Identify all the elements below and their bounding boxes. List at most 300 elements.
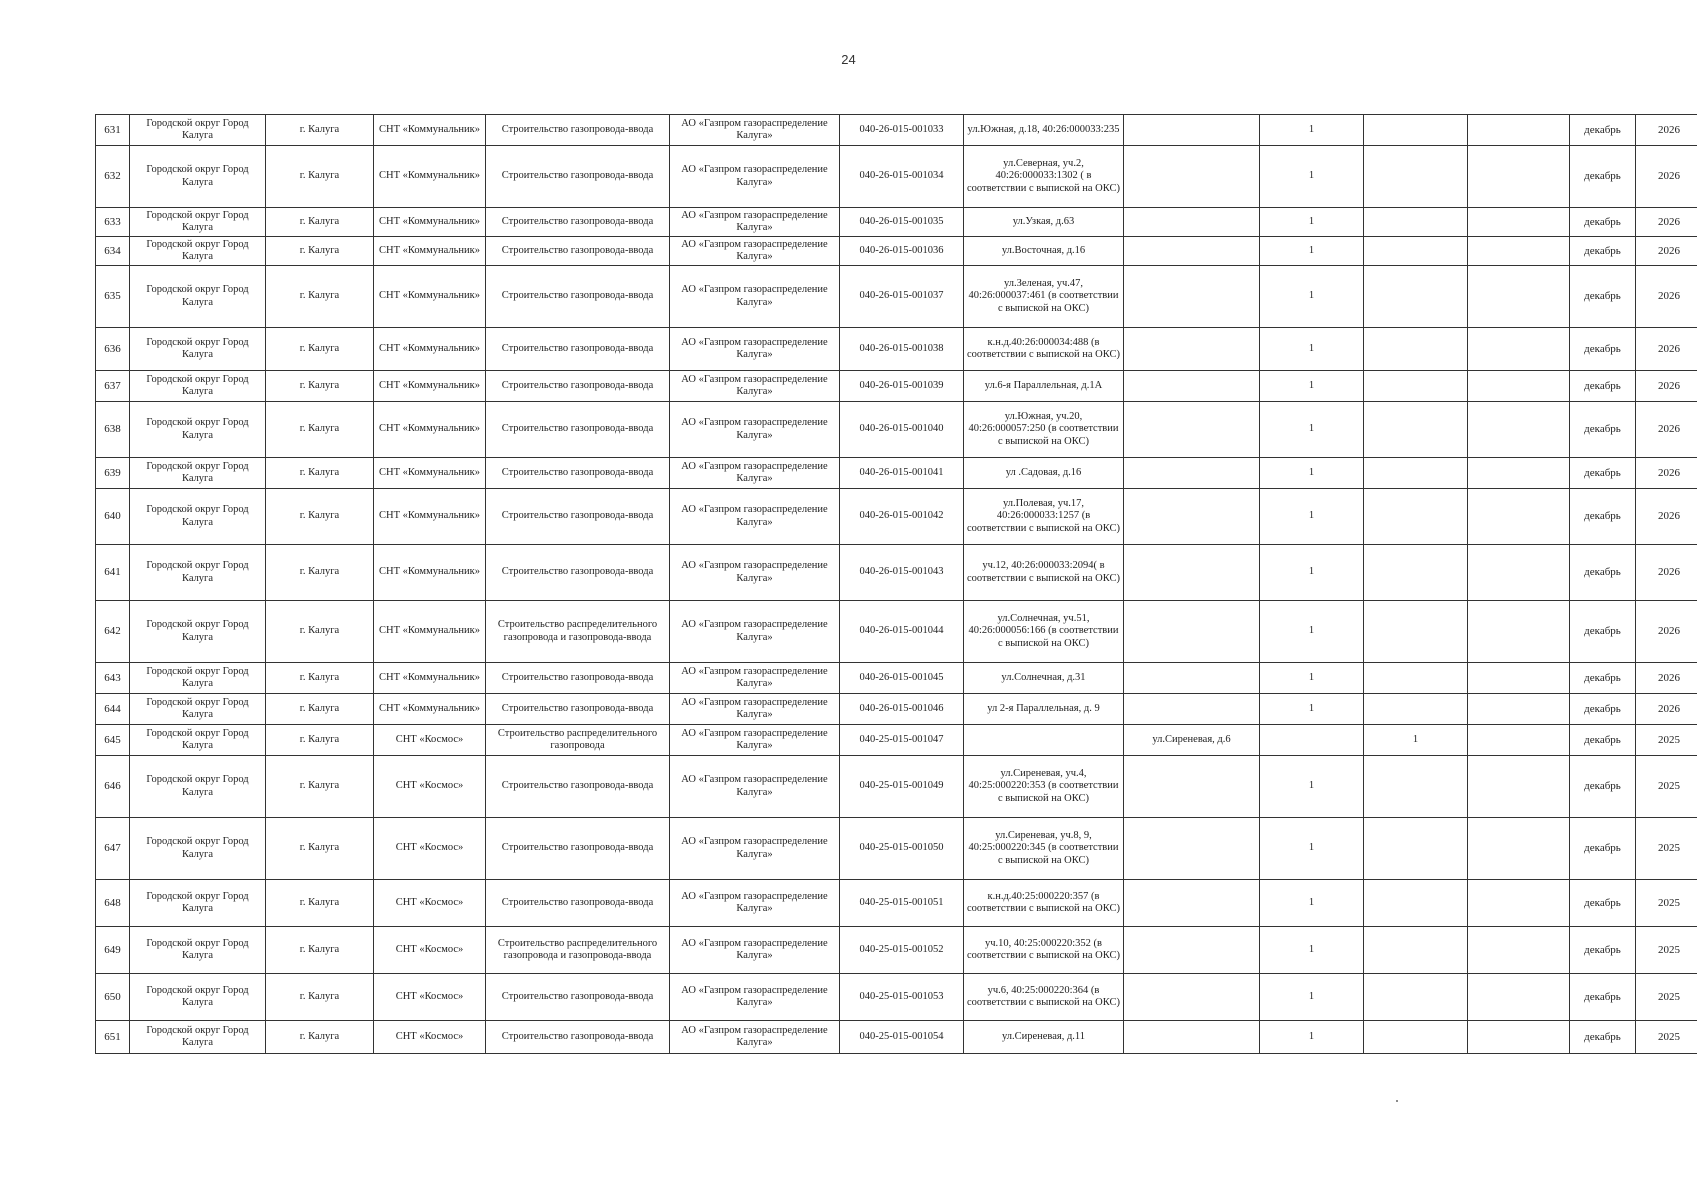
cell-address: к.н.д.40:26:000034:488 (в соответствии с выпиской на ОКС) (964, 328, 1124, 371)
cell-settlement: г. Калуга (266, 927, 374, 974)
cell-col10: 1 (1260, 115, 1364, 146)
table-row (96, 545, 1697, 601)
cell-col10: 1 (1260, 146, 1364, 208)
cell-col10 (1260, 725, 1364, 756)
cell-settlement: г. Калуга (266, 1021, 374, 1054)
cell-col11 (1364, 601, 1468, 663)
cell-col9 (1124, 115, 1260, 146)
cell-district: Городской округ Город Калуга (130, 663, 266, 694)
cell-col12 (1468, 208, 1570, 237)
cell-year: 2026 (1636, 146, 1697, 208)
cell-address: ул.Солнечная, д.31 (964, 663, 1124, 694)
cell-year: 2026 (1636, 266, 1697, 328)
table-row (96, 601, 1697, 663)
cell-org: АО «Газпром газораспределение Калуга» (670, 328, 840, 371)
cell-work: Строительство газопровода-ввода (486, 402, 670, 458)
cell-org: АО «Газпром газораспределение Калуга» (670, 489, 840, 545)
cell-col12 (1468, 371, 1570, 402)
cell-num: 642 (96, 601, 130, 663)
cell-year: 2026 (1636, 402, 1697, 458)
cell-settlement: г. Калуга (266, 266, 374, 328)
cell-work: Строительство газопровода-ввода (486, 1021, 670, 1054)
cell-work: Строительство газопровода-ввода (486, 237, 670, 266)
cell-address: ул.Сиреневая, д.11 (964, 1021, 1124, 1054)
cell-col12 (1468, 545, 1570, 601)
cell-district: Городской округ Город Калуга (130, 974, 266, 1021)
cell-year: 2026 (1636, 663, 1697, 694)
cell-year: 2026 (1636, 545, 1697, 601)
cell-snt: СНТ «Коммунальник» (374, 694, 486, 725)
cell-settlement: г. Калуга (266, 545, 374, 601)
cell-org: АО «Газпром газораспределение Калуга» (670, 1021, 840, 1054)
cell-year: 2025 (1636, 725, 1697, 756)
cell-work: Строительство газопровода-ввода (486, 663, 670, 694)
cell-col9 (1124, 974, 1260, 1021)
cell-year: 2026 (1636, 115, 1697, 146)
cell-month: декабрь (1570, 146, 1636, 208)
table-row (96, 974, 1697, 1021)
cell-district: Городской округ Город Калуга (130, 927, 266, 974)
cell-col10: 1 (1260, 880, 1364, 927)
cell-col11 (1364, 371, 1468, 402)
cell-num: 643 (96, 663, 130, 694)
cell-col9 (1124, 237, 1260, 266)
cell-col10: 1 (1260, 694, 1364, 725)
cell-settlement: г. Калуга (266, 328, 374, 371)
table-row (96, 208, 1697, 237)
cell-snt: СНТ «Коммунальник» (374, 371, 486, 402)
cell-address: уч.6, 40:25:000220:364 (в соответствии с выпиской на ОКС) (964, 974, 1124, 1021)
cell-col10: 1 (1260, 1021, 1364, 1054)
cell-work: Строительство газопровода-ввода (486, 756, 670, 818)
cell-num: 636 (96, 328, 130, 371)
cell-col11 (1364, 115, 1468, 146)
cell-year: 2026 (1636, 328, 1697, 371)
cell-org: АО «Газпром газораспределение Калуга» (670, 818, 840, 880)
cell-num: 632 (96, 146, 130, 208)
cell-org: АО «Газпром газораспределение Калуга» (670, 756, 840, 818)
cell-year: 2025 (1636, 880, 1697, 927)
cell-col11 (1364, 328, 1468, 371)
cell-col10: 1 (1260, 489, 1364, 545)
cell-month: декабрь (1570, 974, 1636, 1021)
cell-code: 040-26-015-001045 (840, 663, 964, 694)
cell-num: 637 (96, 371, 130, 402)
cell-code: 040-26-015-001040 (840, 402, 964, 458)
cell-settlement: г. Калуга (266, 146, 374, 208)
cell-org: АО «Газпром газораспределение Калуга» (670, 371, 840, 402)
cell-col11 (1364, 458, 1468, 489)
table-row (96, 694, 1697, 725)
cell-snt: СНТ «Коммунальник» (374, 208, 486, 237)
cell-col10: 1 (1260, 237, 1364, 266)
cell-snt: СНТ «Коммунальник» (374, 663, 486, 694)
cell-col10: 1 (1260, 601, 1364, 663)
cell-month: декабрь (1570, 208, 1636, 237)
cell-district: Городской округ Город Калуга (130, 756, 266, 818)
cell-work: Строительство газопровода-ввода (486, 208, 670, 237)
cell-month: декабрь (1570, 266, 1636, 328)
cell-org: АО «Газпром газораспределение Калуга» (670, 402, 840, 458)
cell-code: 040-26-015-001044 (840, 601, 964, 663)
cell-col10: 1 (1260, 927, 1364, 974)
table-row (96, 880, 1697, 927)
cell-org: АО «Газпром газораспределение Калуга» (670, 208, 840, 237)
cell-col10: 1 (1260, 402, 1364, 458)
cell-code: 040-26-015-001041 (840, 458, 964, 489)
cell-snt: СНТ «Космос» (374, 974, 486, 1021)
cell-address: ул.Восточная, д.16 (964, 237, 1124, 266)
cell-col12 (1468, 146, 1570, 208)
cell-district: Городской округ Город Калуга (130, 1021, 266, 1054)
cell-col11 (1364, 208, 1468, 237)
cell-org: АО «Газпром газораспределение Калуга» (670, 663, 840, 694)
cell-col12 (1468, 974, 1570, 1021)
cell-month: декабрь (1570, 458, 1636, 489)
cell-address: ул 2-я Параллельная, д. 9 (964, 694, 1124, 725)
cell-address: ул.Сиреневая, уч.4, 40:25:000220:353 (в соответствии с выпиской на ОКС) (964, 756, 1124, 818)
cell-col12 (1468, 115, 1570, 146)
cell-num: 645 (96, 725, 130, 756)
cell-district: Городской округ Город Калуга (130, 402, 266, 458)
cell-month: декабрь (1570, 402, 1636, 458)
cell-num: 638 (96, 402, 130, 458)
cell-col10: 1 (1260, 266, 1364, 328)
cell-month: декабрь (1570, 818, 1636, 880)
cell-month: декабрь (1570, 545, 1636, 601)
cell-col11 (1364, 974, 1468, 1021)
cell-year: 2025 (1636, 818, 1697, 880)
cell-snt: СНТ «Космос» (374, 1021, 486, 1054)
cell-col10: 1 (1260, 663, 1364, 694)
cell-district: Городской округ Город Калуга (130, 725, 266, 756)
cell-settlement: г. Калуга (266, 663, 374, 694)
cell-code: 040-26-015-001035 (840, 208, 964, 237)
cell-month: декабрь (1570, 694, 1636, 725)
cell-address (964, 725, 1124, 756)
cell-district: Городской округ Город Калуга (130, 458, 266, 489)
cell-col11 (1364, 663, 1468, 694)
cell-district: Городской округ Город Калуга (130, 237, 266, 266)
cell-org: АО «Газпром газораспределение Калуга» (670, 266, 840, 328)
cell-snt: СНТ «Космос» (374, 725, 486, 756)
cell-org: АО «Газпром газораспределение Калуга» (670, 694, 840, 725)
cell-year: 2025 (1636, 974, 1697, 1021)
cell-district: Городской округ Город Калуга (130, 371, 266, 402)
cell-work: Строительство газопровода-ввода (486, 694, 670, 725)
cell-col9 (1124, 458, 1260, 489)
cell-district: Городской округ Город Калуга (130, 208, 266, 237)
table-row (96, 725, 1697, 756)
cell-num: 648 (96, 880, 130, 927)
cell-num: 635 (96, 266, 130, 328)
cell-work: Строительство газопровода-ввода (486, 266, 670, 328)
cell-district: Городской округ Город Калуга (130, 489, 266, 545)
cell-settlement: г. Калуга (266, 880, 374, 927)
cell-col12 (1468, 328, 1570, 371)
cell-num: 631 (96, 115, 130, 146)
cell-col11 (1364, 756, 1468, 818)
cell-year: 2025 (1636, 756, 1697, 818)
cell-year: 2026 (1636, 237, 1697, 266)
cell-month: декабрь (1570, 328, 1636, 371)
cell-col9 (1124, 328, 1260, 371)
cell-org: АО «Газпром газораспределение Калуга» (670, 115, 840, 146)
registry-table-body (96, 115, 1697, 1054)
cell-district: Городской округ Город Калуга (130, 266, 266, 328)
registry-table (95, 114, 1697, 1054)
cell-code: 040-25-015-001052 (840, 927, 964, 974)
table-row (96, 266, 1697, 328)
cell-work: Строительство распределительного газопровода (486, 725, 670, 756)
cell-col11 (1364, 818, 1468, 880)
table-row (96, 927, 1697, 974)
cell-settlement: г. Калуга (266, 208, 374, 237)
cell-col9 (1124, 1021, 1260, 1054)
cell-col10: 1 (1260, 371, 1364, 402)
cell-col9 (1124, 818, 1260, 880)
cell-work: Строительство газопровода-ввода (486, 458, 670, 489)
cell-snt: СНТ «Коммунальник» (374, 146, 486, 208)
table-row (96, 402, 1697, 458)
cell-col9 (1124, 601, 1260, 663)
cell-code: 040-26-015-001034 (840, 146, 964, 208)
cell-work: Строительство распределительного газопровода и газопровода-ввода (486, 927, 670, 974)
cell-code: 040-26-015-001043 (840, 545, 964, 601)
cell-snt: СНТ «Коммунальник» (374, 458, 486, 489)
cell-col10: 1 (1260, 208, 1364, 237)
cell-year: 2026 (1636, 371, 1697, 402)
cell-code: 040-26-015-001036 (840, 237, 964, 266)
scan-speck (1396, 1100, 1398, 1102)
cell-org: АО «Газпром газораспределение Калуга» (670, 545, 840, 601)
cell-month: декабрь (1570, 725, 1636, 756)
cell-code: 040-26-015-001037 (840, 266, 964, 328)
cell-settlement: г. Калуга (266, 402, 374, 458)
cell-work: Строительство газопровода-ввода (486, 818, 670, 880)
cell-num: 646 (96, 756, 130, 818)
cell-work: Строительство газопровода-ввода (486, 489, 670, 545)
cell-address: ул .Садовая, д.16 (964, 458, 1124, 489)
cell-col12 (1468, 266, 1570, 328)
cell-col12 (1468, 818, 1570, 880)
cell-col12 (1468, 237, 1570, 266)
cell-month: декабрь (1570, 601, 1636, 663)
cell-org: АО «Газпром газораспределение Калуга» (670, 725, 840, 756)
cell-num: 644 (96, 694, 130, 725)
cell-org: АО «Газпром газораспределение Калуга» (670, 974, 840, 1021)
cell-district: Городской округ Город Калуга (130, 545, 266, 601)
cell-year: 2025 (1636, 1021, 1697, 1054)
cell-code: 040-25-015-001054 (840, 1021, 964, 1054)
cell-org: АО «Газпром газораспределение Калуга» (670, 458, 840, 489)
cell-col9: ул.Сиреневая, д.6 (1124, 725, 1260, 756)
cell-org: АО «Газпром газораспределение Калуга» (670, 237, 840, 266)
cell-district: Городской округ Город Калуга (130, 880, 266, 927)
table-row (96, 328, 1697, 371)
cell-district: Городской округ Город Калуга (130, 115, 266, 146)
cell-snt: СНТ «Коммунальник» (374, 402, 486, 458)
cell-snt: СНТ «Коммунальник» (374, 601, 486, 663)
cell-work: Строительство газопровода-ввода (486, 328, 670, 371)
cell-district: Городской округ Город Калуга (130, 146, 266, 208)
cell-num: 647 (96, 818, 130, 880)
cell-num: 650 (96, 974, 130, 1021)
cell-snt: СНТ «Коммунальник» (374, 237, 486, 266)
cell-num: 640 (96, 489, 130, 545)
table-row (96, 115, 1697, 146)
cell-code: 040-25-015-001053 (840, 974, 964, 1021)
table-row (96, 756, 1697, 818)
cell-settlement: г. Калуга (266, 756, 374, 818)
cell-col9 (1124, 663, 1260, 694)
cell-num: 639 (96, 458, 130, 489)
cell-year: 2026 (1636, 458, 1697, 489)
cell-month: декабрь (1570, 880, 1636, 927)
table-row (96, 818, 1697, 880)
cell-col10: 1 (1260, 458, 1364, 489)
cell-settlement: г. Калуга (266, 818, 374, 880)
cell-col11: 1 (1364, 725, 1468, 756)
cell-year: 2026 (1636, 694, 1697, 725)
cell-num: 649 (96, 927, 130, 974)
cell-work: Строительство распределительного газопровода и газопровода-ввода (486, 601, 670, 663)
cell-month: декабрь (1570, 237, 1636, 266)
cell-num: 634 (96, 237, 130, 266)
cell-num: 651 (96, 1021, 130, 1054)
cell-snt: СНТ «Коммунальник» (374, 115, 486, 146)
cell-work: Строительство газопровода-ввода (486, 115, 670, 146)
page-number: 24 (841, 52, 856, 67)
cell-snt: СНТ «Коммунальник» (374, 489, 486, 545)
cell-col12 (1468, 927, 1570, 974)
cell-col11 (1364, 146, 1468, 208)
cell-snt: СНТ «Коммунальник» (374, 328, 486, 371)
cell-col9 (1124, 208, 1260, 237)
cell-month: декабрь (1570, 663, 1636, 694)
cell-work: Строительство газопровода-ввода (486, 880, 670, 927)
cell-col12 (1468, 694, 1570, 725)
cell-col12 (1468, 880, 1570, 927)
cell-address: ул.Северная, уч.2, 40:26:000033:1302 ( в соответствии с выпиской на ОКС) (964, 146, 1124, 208)
cell-col10: 1 (1260, 974, 1364, 1021)
cell-address: ул.Южная, д.18, 40:26:000033:235 (964, 115, 1124, 146)
cell-col9 (1124, 927, 1260, 974)
cell-code: 040-26-015-001042 (840, 489, 964, 545)
cell-code: 040-26-015-001038 (840, 328, 964, 371)
cell-address: к.н.д.40:25:000220:357 (в соответствии с выпиской на ОКС) (964, 880, 1124, 927)
cell-col11 (1364, 266, 1468, 328)
cell-col11 (1364, 694, 1468, 725)
cell-settlement: г. Калуга (266, 974, 374, 1021)
cell-num: 633 (96, 208, 130, 237)
cell-address: уч.10, 40:25:000220:352 (в соответствии с выпиской на ОКС) (964, 927, 1124, 974)
cell-col9 (1124, 146, 1260, 208)
table-row (96, 146, 1697, 208)
cell-col11 (1364, 880, 1468, 927)
cell-col9 (1124, 880, 1260, 927)
cell-snt: СНТ «Космос» (374, 818, 486, 880)
cell-org: АО «Газпром газораспределение Калуга» (670, 927, 840, 974)
cell-settlement: г. Калуга (266, 237, 374, 266)
cell-address: ул.Узкая, д.63 (964, 208, 1124, 237)
cell-work: Строительство газопровода-ввода (486, 371, 670, 402)
cell-org: АО «Газпром газораспределение Калуга» (670, 146, 840, 208)
cell-col12 (1468, 458, 1570, 489)
cell-settlement: г. Калуга (266, 725, 374, 756)
cell-code: 040-25-015-001051 (840, 880, 964, 927)
cell-district: Городской округ Город Калуга (130, 328, 266, 371)
cell-address: ул.Зеленая, уч.47, 40:26:000037:461 (в соответствии с выпиской на ОКС) (964, 266, 1124, 328)
table-row (96, 237, 1697, 266)
table-row (96, 371, 1697, 402)
cell-work: Строительство газопровода-ввода (486, 146, 670, 208)
cell-work: Строительство газопровода-ввода (486, 545, 670, 601)
cell-address: ул.Южная, уч.20, 40:26:000057:250 (в соответствии с выпиской на ОКС) (964, 402, 1124, 458)
cell-col11 (1364, 927, 1468, 974)
cell-col9 (1124, 694, 1260, 725)
cell-address: ул.6-я Параллельная, д.1А (964, 371, 1124, 402)
cell-snt: СНТ «Космос» (374, 927, 486, 974)
cell-district: Городской округ Город Калуга (130, 694, 266, 725)
cell-snt: СНТ «Коммунальник» (374, 266, 486, 328)
cell-org: АО «Газпром газораспределение Калуга» (670, 880, 840, 927)
cell-year: 2025 (1636, 927, 1697, 974)
cell-col12 (1468, 756, 1570, 818)
cell-settlement: г. Калуга (266, 489, 374, 545)
cell-month: декабрь (1570, 115, 1636, 146)
cell-year: 2026 (1636, 489, 1697, 545)
table-row (96, 489, 1697, 545)
cell-settlement: г. Калуга (266, 115, 374, 146)
table-row (96, 663, 1697, 694)
cell-col11 (1364, 402, 1468, 458)
cell-num: 641 (96, 545, 130, 601)
cell-col11 (1364, 489, 1468, 545)
cell-month: декабрь (1570, 371, 1636, 402)
cell-district: Городской округ Город Калуга (130, 818, 266, 880)
cell-code: 040-26-015-001033 (840, 115, 964, 146)
cell-col11 (1364, 1021, 1468, 1054)
cell-col9 (1124, 545, 1260, 601)
cell-col9 (1124, 371, 1260, 402)
cell-year: 2026 (1636, 601, 1697, 663)
cell-col12 (1468, 663, 1570, 694)
cell-code: 040-25-015-001049 (840, 756, 964, 818)
cell-district: Городской округ Город Калуга (130, 601, 266, 663)
cell-settlement: г. Калуга (266, 694, 374, 725)
cell-col12 (1468, 1021, 1570, 1054)
cell-month: декабрь (1570, 756, 1636, 818)
cell-address: ул.Сиреневая, уч.8, 9, 40:25:000220:345 (в соответствии с выпиской на ОКС) (964, 818, 1124, 880)
cell-settlement: г. Калуга (266, 458, 374, 489)
cell-snt: СНТ «Космос» (374, 880, 486, 927)
cell-col11 (1364, 237, 1468, 266)
cell-col9 (1124, 402, 1260, 458)
cell-col10: 1 (1260, 818, 1364, 880)
cell-col9 (1124, 489, 1260, 545)
cell-address: ул.Солнечная, уч.51, 40:26:000056:166 (в соответствии с выпиской на ОКС) (964, 601, 1124, 663)
cell-col12 (1468, 601, 1570, 663)
cell-col10: 1 (1260, 328, 1364, 371)
cell-snt: СНТ «Коммунальник» (374, 545, 486, 601)
cell-col12 (1468, 725, 1570, 756)
table-row (96, 458, 1697, 489)
cell-address: уч.12, 40:26:000033:2094( в соответствии с выпиской на ОКС) (964, 545, 1124, 601)
cell-code: 040-25-015-001047 (840, 725, 964, 756)
cell-col12 (1468, 489, 1570, 545)
cell-settlement: г. Калуга (266, 601, 374, 663)
